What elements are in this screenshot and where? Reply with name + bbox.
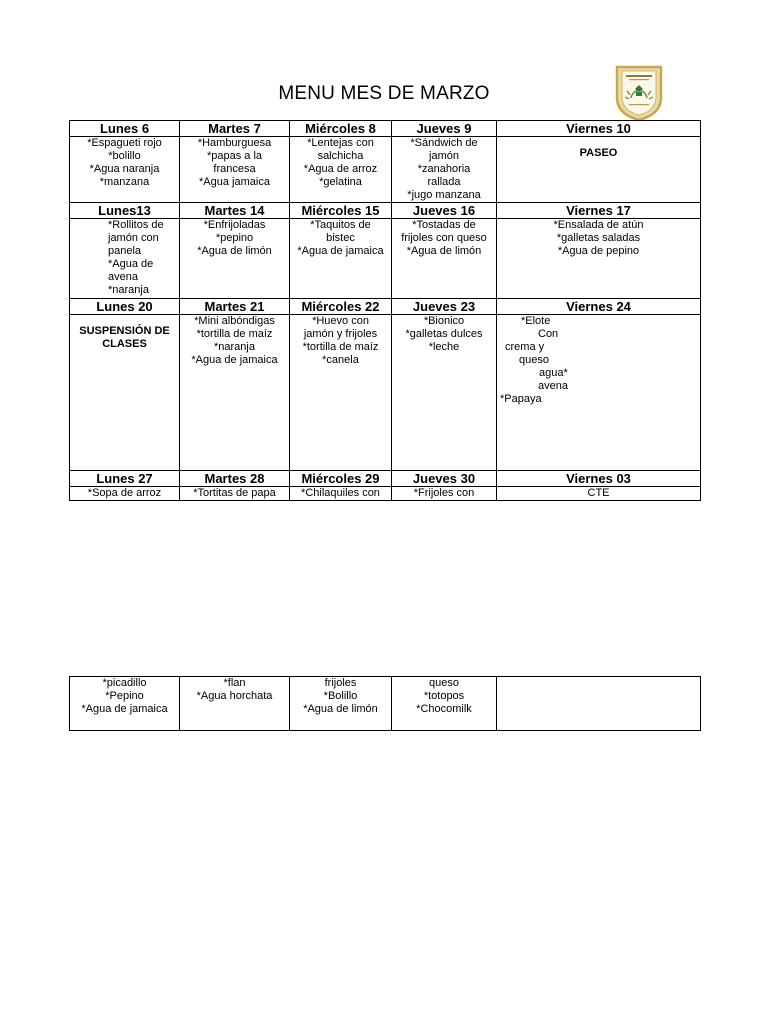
day-header: Martes 28 [180, 471, 290, 487]
menu-item: rallada [427, 176, 461, 188]
menu-cell [180, 677, 290, 731]
menu-cell [497, 219, 701, 299]
menu-cell [392, 315, 497, 471]
menu-cell [290, 219, 392, 299]
menu-item: *manzana [99, 176, 150, 188]
menu-item: *Agua de limón [197, 245, 272, 257]
menu-item: crema y [505, 341, 545, 353]
menu-cell [70, 315, 180, 471]
menu-item: panela [108, 245, 142, 257]
menu-cell [392, 677, 497, 731]
day-header: Miércoles 15 [290, 203, 392, 219]
day-header: Viernes 24 [497, 299, 701, 315]
menu-item: frijoles con queso [401, 232, 487, 244]
menu-item: *Hamburguesa [197, 137, 272, 149]
menu-item: *Enfrijoladas [203, 219, 266, 231]
menu-table-continuation [69, 676, 701, 731]
menu-item: *totopos [423, 690, 465, 702]
day-header: Viernes 10 [497, 121, 701, 137]
week-header-row [70, 299, 701, 315]
menu-cell [392, 487, 497, 501]
menu-item: *Lentejas con [307, 137, 374, 149]
menu-item: *Agua de jamaica [191, 354, 278, 366]
menu-item: Con [538, 328, 559, 340]
menu-cell [392, 219, 497, 299]
menu-cell [180, 137, 290, 203]
school-crest-logo [614, 64, 664, 122]
day-header: Jueves 23 [392, 299, 497, 315]
menu-item: *jugo manzana [407, 189, 481, 201]
week-menu-row [70, 219, 701, 299]
day-header: Viernes 17 [497, 203, 701, 219]
menu-item: *tortilla de maíz [302, 341, 379, 353]
menu-item: *Papaya [500, 393, 542, 405]
menu-cell-empty [497, 677, 701, 731]
menu-item: *Agua de jamaica [81, 703, 168, 715]
day-header: Miércoles 22 [290, 299, 392, 315]
menu-cell [290, 315, 392, 471]
menu-item: *Agua de [108, 258, 154, 270]
menu-table [69, 120, 701, 501]
menu-item: *Elote [521, 315, 551, 327]
menu-item: *Tostadas de [412, 219, 476, 231]
menu-cell [70, 219, 180, 299]
menu-item: avena [108, 271, 138, 283]
menu-item: *Mini albóndigas [194, 315, 275, 327]
day-header: Lunes13 [70, 203, 180, 219]
day-header: Miércoles 8 [290, 121, 392, 137]
menu-item: *Agua de pepino [557, 245, 640, 257]
menu-item: *Espagueti rojo [87, 137, 162, 149]
menu-item: CLASES [102, 338, 147, 350]
menu-item: *Frijoles con [413, 487, 475, 499]
menu-item: *Huevo con [312, 315, 369, 327]
day-header: Jueves 16 [392, 203, 497, 219]
week-menu-row [70, 137, 701, 203]
week-header-row [70, 203, 701, 219]
menu-item: *galletas saladas [556, 232, 641, 244]
menu-cell [497, 315, 701, 471]
day-header: Viernes 03 [497, 471, 701, 487]
menu-cell [180, 219, 290, 299]
menu-item: SUSPENSIÓN DE [79, 325, 170, 337]
day-header: Miércoles 29 [290, 471, 392, 487]
week-menu-row [70, 315, 701, 471]
menu-item: *Rollitos de [108, 219, 164, 231]
menu-item: PASEO [579, 147, 618, 159]
page-title: MENU MES DE MARZO [278, 83, 490, 104]
menu-item: *Tortitas de papa [193, 487, 276, 499]
week-menu-row [70, 487, 701, 501]
menu-item: *bolillo [108, 150, 141, 162]
menu-item: CTE [587, 487, 610, 499]
menu-item: avena [538, 380, 568, 392]
menu-item: *leche [428, 341, 460, 353]
menu-item: *gelatina [319, 176, 362, 188]
menu-cell [290, 677, 392, 731]
menu-item: *galletas dulces [405, 328, 483, 340]
menu-item: frijoles [324, 677, 357, 689]
day-header: Martes 7 [180, 121, 290, 137]
menu-item: *naranja [214, 341, 255, 353]
menu-item: francesa [213, 163, 256, 175]
menu-cell [290, 137, 392, 203]
menu-item: *naranja [108, 284, 149, 296]
day-header: Martes 14 [180, 203, 290, 219]
menu-item: *Agua de arroz [303, 163, 378, 175]
menu-cell [180, 315, 290, 471]
menu-item: jamón y frijoles [303, 328, 378, 340]
menu-item: agua* [539, 367, 568, 379]
day-header: Lunes 20 [70, 299, 180, 315]
menu-item: *zanahoria [417, 163, 471, 175]
week-menu-row [70, 677, 701, 731]
menu-item: bistec [326, 232, 355, 244]
menu-item: salchicha [317, 150, 364, 162]
menu-cell [290, 487, 392, 501]
menu-item: *flan [223, 677, 246, 689]
menu-cell [70, 487, 180, 501]
menu-item: queso [429, 677, 459, 689]
menu-cell [70, 677, 180, 731]
menu-item: *tortilla de maíz [196, 328, 273, 340]
menu-item: queso [519, 354, 549, 366]
menu-cell [392, 137, 497, 203]
menu-item: *canela [322, 354, 359, 366]
day-header: Lunes 27 [70, 471, 180, 487]
menu-item: *Bionico [423, 315, 465, 327]
menu-item: *Pepino [105, 690, 144, 702]
day-header: Lunes 6 [70, 121, 180, 137]
menu-item: jamón con [108, 232, 159, 244]
menu-item: *Agua de limón [406, 245, 482, 257]
day-header: Jueves 30 [392, 471, 497, 487]
menu-item: *picadillo [102, 677, 147, 689]
menu-cell [497, 137, 701, 203]
menu-item: *Agua de jamaica [297, 245, 384, 257]
day-header: Jueves 9 [392, 121, 497, 137]
menu-item: *Bolillo [323, 690, 358, 702]
menu-item: *Agua de limón [303, 703, 378, 715]
menu-item: *Agua naranja [89, 163, 160, 175]
menu-item: *Chocomilk [416, 703, 472, 715]
menu-item: *Agua jamaica [199, 176, 270, 188]
day-header: Martes 21 [180, 299, 290, 315]
menu-item: *Sándwich de [410, 137, 478, 149]
menu-item: *Chilaquiles con [301, 487, 380, 499]
menu-cell [497, 487, 701, 501]
menu-cell [70, 137, 180, 203]
menu-item: *pepino [215, 232, 254, 244]
week-header-row [70, 471, 701, 487]
week-header-row [70, 121, 701, 137]
menu-cell [180, 487, 290, 501]
menu-item: *papas a la [206, 150, 263, 162]
menu-item: *Taquitos de [310, 219, 371, 231]
menu-item: *Sopa de arroz [87, 487, 162, 499]
menu-item: jamón [429, 150, 459, 162]
menu-item: *Ensalada de atún [553, 219, 644, 231]
menu-item: *Agua horchata [196, 690, 273, 702]
